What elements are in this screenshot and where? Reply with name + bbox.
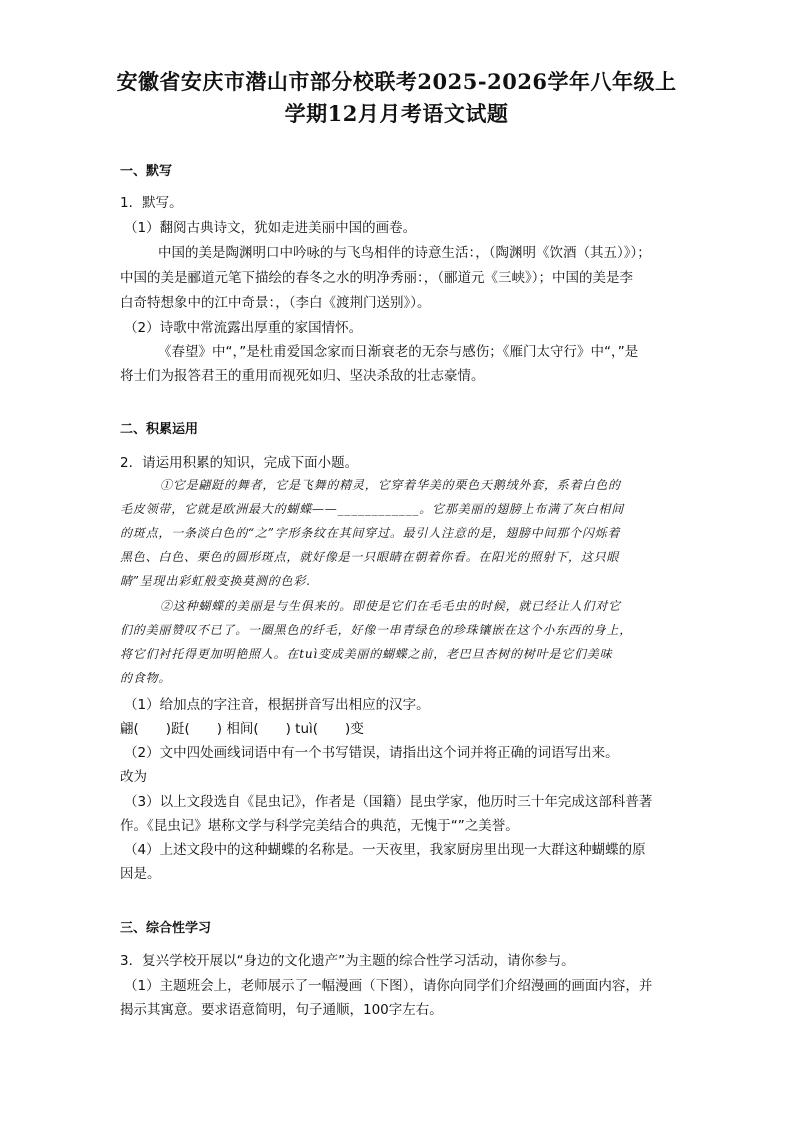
q2-sub3: （3）以上文段选自《昆虫记》，作者是（国籍）昆虫学家，他历时三十年完成这部科普著: [124, 794, 653, 810]
q2-sub1: （1）给加点的字注音，根据拼音写出相应的汉字。: [124, 697, 430, 713]
q2-stem: 2．请运用积累的知识，完成下面小题。: [120, 455, 359, 471]
q2-sub4: （4）上述文段中的这种蝴蝶的名称是。一天夜里，我家厨房里出现一大群这种蝴蝶的原: [124, 842, 646, 858]
q3-sub1: （1）主题班会上，老师展示了一幅漫画（下图），请你向同学们介绍漫画的画面内容，并: [124, 978, 653, 994]
q1-text-line: 将士们为报答君王的重用而视死如归、坚决杀敌的壮志豪情。: [120, 368, 485, 384]
passage-line: ①它是翩跹的舞者，它是飞舞的精灵，它穿着华美的栗色天鹅绒外套，系着白色的: [160, 478, 621, 492]
q2-sub2: （2）文中四处画线词语中有一个书写错误，请指出这个词并将正确的词语写出来。: [124, 745, 619, 761]
q2-sub1-blanks: 翩( )跹( ) 相间( ) tuì( )变: [120, 721, 364, 737]
q1-text-line: 中国的美是陶渊明口中吟咏的与飞鸟相伴的诗意生活：，（陶渊明《饮酒（其五）》）；: [158, 245, 651, 261]
q1-text-line: 白奇特想象中的江中奇景：，（李白《渡荆门送别》）。: [120, 295, 431, 311]
section-heading-3: 三、综合性学习: [120, 921, 212, 936]
passage-line: ②这种蝴蝶的美丽是与生俱来的。即使是它们在毛毛虫的时候，就已经让人们对它: [160, 599, 621, 613]
passage-line: 睛”呈现出彩虹般变换莫测的色彩.: [120, 574, 311, 588]
passage-line: 的食物。: [120, 671, 172, 685]
doc-title-line2: 学期12月月考语文试题: [284, 101, 509, 126]
passage-line: 的斑点，一条淡白色的“之”字形条纹在其间穿过。最引人注意的是，翅膀中间那个闪烁着: [120, 526, 621, 540]
section-heading-2: 二、积累运用: [120, 422, 199, 437]
doc-title-line1: 安徽省安庆市潜山市部分校联考2025-2026学年八年级上: [116, 69, 677, 94]
passage-line: 将它们衬托得更加明艳照人。在tuì变成美丽的蝴蝶之前，老巴旦杏树的树叶是它们美味: [120, 647, 613, 661]
passage-line: 毛皮领带，它就是欧洲最大的蝴蝶——____________。它那美丽的翅膀上布满了灰白相间: [120, 502, 625, 516]
passage-line: 们的美丽赞叹不已了。一圈黑色的纤毛，好像一串青绿色的珍珠镶嵌在这个小东西的身上，: [120, 623, 633, 637]
q1-sub2: （2）诗歌中常流露出厚重的家国情怀。: [124, 320, 363, 336]
q2-text-line: 因是。: [120, 866, 161, 882]
q1-text-line: 《春望》中“，”是杜甫爱国念家而日渐衰老的无奈与感伤；《雁门太守行》中“，”是: [158, 344, 639, 360]
q1-stem: 1．默写。: [120, 195, 183, 211]
q3-stem: 3．复兴学校开展以“身边的文化遗产”为主题的综合性学习活动，请你参与。: [120, 953, 575, 969]
q1-sub1: （1）翻阅古典诗文，犹如走进美丽中国的画卷。: [124, 220, 417, 236]
q2-sub2-answer: 改为: [120, 769, 147, 785]
passage-line: 黑色、白色、栗色的圆形斑点，就好像是一只眼睛在朝着你看。在阳光的照射下，这只眼: [120, 550, 620, 564]
q2-text-line: 作。《昆虫记》堪称文学与科学完美结合的典范，无愧于“”之美誉。: [120, 818, 519, 834]
section-heading-1: 一、默写: [120, 164, 173, 179]
q3-text-line: 揭示其寓意。要求语意简明，句子通顺，100字左右。: [120, 1002, 443, 1018]
q1-text-line: 中国的美是郦道元笔下描绘的春冬之水的明净秀丽：，（郦道元《三峡》）；中国的美是李: [120, 270, 633, 286]
